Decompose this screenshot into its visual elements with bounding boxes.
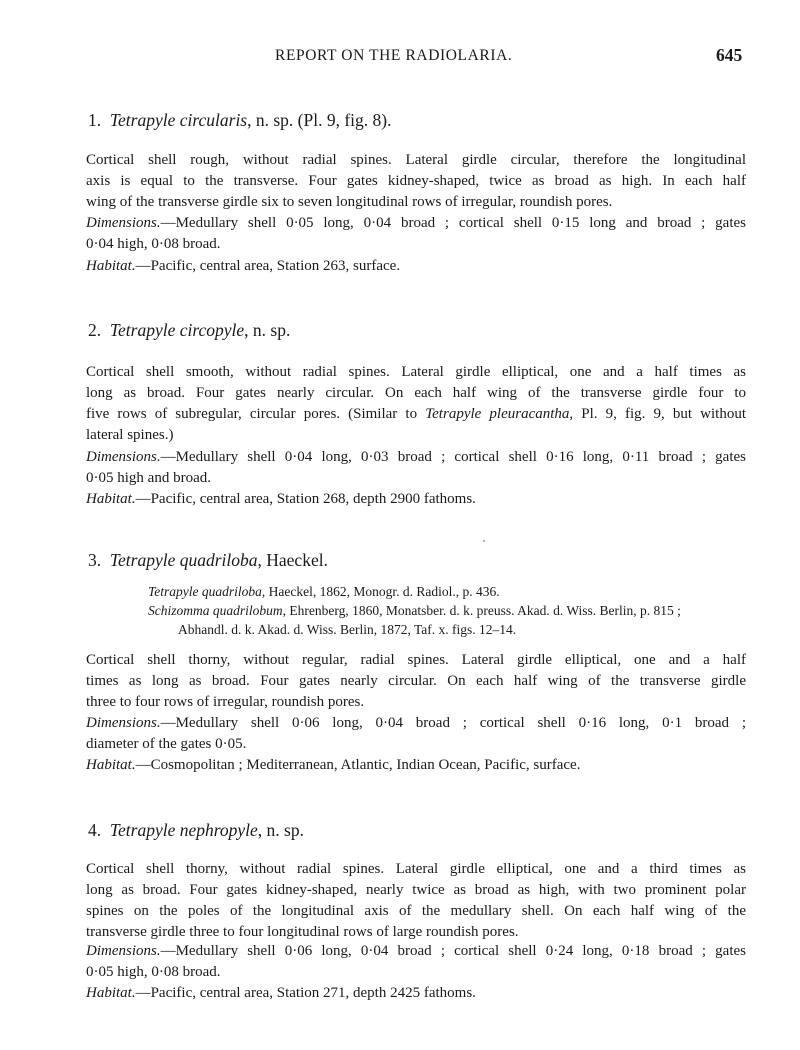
page-number: 645 <box>716 45 743 65</box>
species-name: Tetrapyle circopyle <box>109 320 245 340</box>
synonym-continuation: Abhandl. d. k. Akad. d. Wiss. Berlin, 1872, Taf. x. figs. 12–14. <box>178 622 517 637</box>
synonym-entry: Schizomma quadrilobum, Ehrenberg, 1860, Monatsber. d. k. preuss. Akad. d. Wiss. Berlin, p. 815 ; <box>148 603 681 618</box>
species-heading: 3. Tetrapyle quadriloba, Haeckel. <box>88 550 328 570</box>
species-habitat: Habitat.—Cosmopolitan ; Mediterranean, Atlantic, Indian Ocean, Pacific, surface. <box>86 757 581 773</box>
species-dimensions: Dimensions.—Medullary shell 0·06 long, 0·04 broad ; cortical shell 0·16 long, 0·1 broad ; diameter of the gates 0·05. <box>86 715 746 752</box>
species-habitat: Habitat.—Pacific, central area, Station 268, depth 2900 fathoms. <box>86 491 476 507</box>
running-title: REPORT ON THE RADIOLARIA. <box>275 47 513 64</box>
synonymy-list <box>148 582 748 639</box>
species-name: Tetrapyle nephropyle <box>109 820 258 840</box>
species-name: Tetrapyle quadriloba <box>109 550 258 570</box>
species-name: Tetrapyle circularis <box>109 110 248 130</box>
species-description: Cortical shell smooth, without radial spines. Lateral girdle elliptical, one and a half times as long as broad. Four gates nearly circular. On each half wing of the transverse girdle four to five rows of subregular, circular pores. (Similar to Tetrapyle pleuracantha, Pl. 9, fig. 9, but without lateral spines.) <box>86 364 746 443</box>
species-habitat: Habitat.—Pacific, central area, Station 271, depth 2425 fathoms. <box>86 985 476 1001</box>
habitat-label: Habitat. <box>86 757 136 773</box>
species-description: Cortical shell rough, without radial spines. Lateral girdle circular, therefore the longitudinal axis is equal to the transverse. Four gates kidney-shaped, twice as broad as high. In each half wing of the transverse girdle six to seven longitudinal rows of irregular, roundish pores. <box>86 152 746 210</box>
habitat-label: Habitat. <box>86 985 136 1001</box>
habitat-label: Habitat. <box>86 491 136 507</box>
species-dimensions: Dimensions.—Medullary shell 0·05 long, 0·04 broad ; cortical shell 0·15 long and broad ; gates 0·04 high, 0·08 broad. <box>86 215 746 252</box>
species-heading: 1. Tetrapyle circularis, n. sp. (Pl. 9, fig. 8). <box>88 110 392 130</box>
dimensions-label: Dimensions. <box>86 449 161 465</box>
dimensions-label: Dimensions. <box>86 215 161 231</box>
dimensions-label: Dimensions. <box>86 715 161 731</box>
running-header <box>0 47 800 71</box>
species-heading: 4. Tetrapyle nephropyle, n. sp. <box>88 820 304 840</box>
synonym-entry: Tetrapyle quadriloba, Haeckel, 1862, Monogr. d. Radiol., p. 436. <box>148 584 500 599</box>
species-dimensions: Dimensions.—Medullary shell 0·04 long, 0·03 broad ; cortical shell 0·16 long, 0·11 broad ; gates 0·05 high and broad. <box>86 449 746 486</box>
species-heading: 2. Tetrapyle circopyle, n. sp. <box>88 320 291 340</box>
print-speck <box>483 540 485 542</box>
species-habitat: Habitat.—Pacific, central area, Station 263, surface. <box>86 258 401 274</box>
similar-species-name: Tetrapyle pleuracantha <box>425 406 570 422</box>
species-description: Cortical shell thorny, without regular, radial spines. Lateral girdle elliptical, one and a half times as long as broad. Four gates nearly circular. On each half wing of the transverse girdle three to four rows of irregular, roundish pores. <box>86 652 746 710</box>
dimensions-label: Dimensions. <box>86 943 161 959</box>
species-dimensions: Dimensions.—Medullary shell 0·06 long, 0·04 broad ; cortical shell 0·24 long, 0·18 broad ; gates 0·05 high, 0·08 broad. <box>86 943 746 980</box>
habitat-label: Habitat. <box>86 258 136 274</box>
species-description: Cortical shell thorny, without radial spines. Lateral girdle elliptical, one and a third times as long as broad. Four gates kidney-shaped, nearly twice as broad as high, with two prominent polar spines on the poles of the longitudinal axis of the medullary shell. On each half wing of the transverse girdle three to four longitudinal rows of large roundish pores. <box>86 861 746 940</box>
